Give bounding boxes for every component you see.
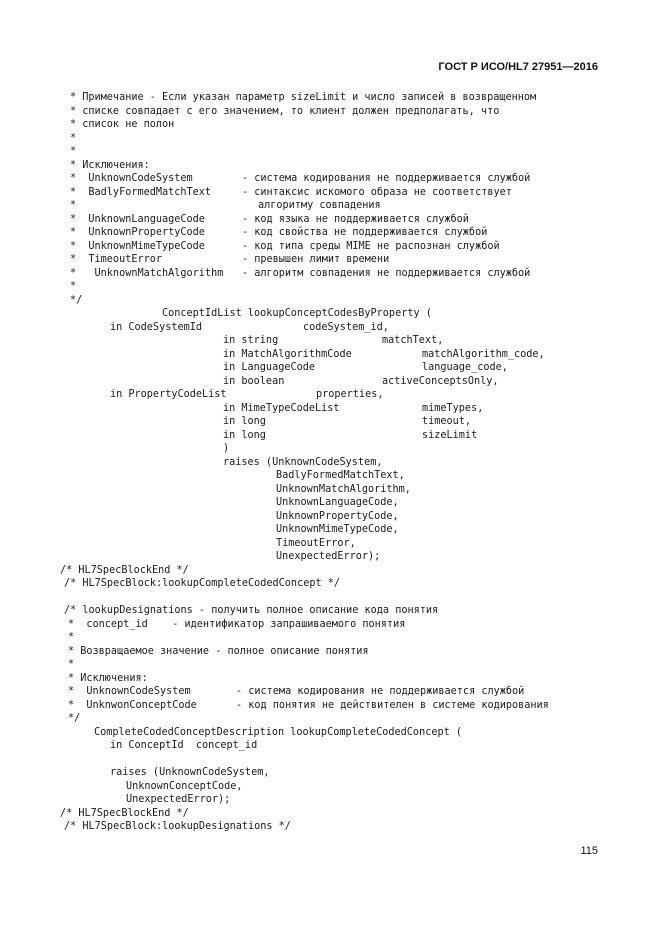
code-line <box>60 726 605 740</box>
code-text: in PropertyCodeList <box>110 389 227 400</box>
code-line <box>60 172 605 186</box>
page-number: 115 <box>580 845 598 857</box>
code-line <box>60 334 605 348</box>
code-line <box>60 766 605 780</box>
code-line <box>60 550 605 564</box>
code-line <box>60 118 605 132</box>
code-line <box>60 604 605 618</box>
code-line <box>60 415 605 429</box>
code-text: * <box>70 146 77 157</box>
code-line <box>60 348 605 362</box>
code-line <box>60 645 605 659</box>
code-text: properties, <box>316 389 384 400</box>
code-text: * списке совпадает с его значением, то клиент должен предполагать, что <box>70 105 500 117</box>
code-text: ConceptIdList lookupConceptCodesByProperty ( <box>162 308 432 319</box>
code-line <box>60 456 605 470</box>
code-line <box>60 253 605 267</box>
code-text: */ <box>68 713 81 724</box>
code-text: UnknownPropertyCode, <box>276 510 399 522</box>
code-text: * UnknownPropertyCode <box>70 227 205 238</box>
code-text: /* HL7SpecBlock:lookupDesignations */ <box>64 821 291 832</box>
code-text: - код типа среды MIME не распознан службой <box>242 240 500 252</box>
code-line <box>60 105 605 119</box>
code-line <box>60 523 605 537</box>
code-text: * UnknwonConceptCode <box>68 699 197 711</box>
code-line <box>60 388 605 402</box>
code-text: * список не полон <box>70 119 175 130</box>
code-text: UnknownMimeTypeCode, <box>276 524 399 535</box>
code-line <box>60 753 605 767</box>
code-line <box>60 321 605 335</box>
code-text: * UnknownMimeTypeCode <box>70 240 205 252</box>
code-text: * UnknownLanguageCode <box>70 213 205 225</box>
code-text: activeConceptsOnly, <box>382 375 499 387</box>
code-text: * <box>70 132 77 144</box>
code-text: in ConceptId concept_id <box>110 740 258 751</box>
code-text: * UnknownCodeSystem <box>68 686 191 697</box>
code-text: BadlyFormedMatchText, <box>276 470 405 481</box>
code-line <box>60 375 605 389</box>
code-listing <box>60 91 605 834</box>
code-line <box>60 402 605 416</box>
code-text: * <box>68 632 75 643</box>
code-line <box>60 483 605 497</box>
code-text: CompleteCodedConceptDescription lookupCompleteCodedConcept ( <box>94 726 463 738</box>
code-text: - система кодирования не поддерживается службой <box>242 173 531 184</box>
code-line <box>60 658 605 672</box>
code-line <box>60 793 605 807</box>
code-line <box>60 496 605 510</box>
code-line <box>60 91 605 105</box>
code-line <box>60 699 605 713</box>
code-text: /* HL7SpecBlock:lookupCompleteCodedConcept */ <box>64 578 341 589</box>
code-line <box>60 685 605 699</box>
code-line <box>60 226 605 240</box>
code-text: language_code, <box>422 362 508 373</box>
code-text: - система кодирования не поддерживается службой <box>236 686 525 697</box>
code-line <box>60 618 605 632</box>
code-text: sizeLimit <box>422 429 478 441</box>
code-text: in string <box>223 335 279 346</box>
code-text: * <box>70 281 77 292</box>
code-line <box>60 537 605 551</box>
code-text: raises (UnknownCodeSystem, <box>110 767 270 778</box>
code-line <box>60 267 605 281</box>
code-line <box>60 807 605 821</box>
code-text: in MatchAlgorithmCode <box>223 348 352 360</box>
code-text: /* HL7SpecBlockEnd */ <box>60 807 189 819</box>
code-text: in LanguageCode <box>223 362 316 373</box>
code-text: - превышен лимит времени <box>242 254 390 265</box>
code-text: - код языка не поддерживается службой <box>242 213 469 225</box>
code-text: timeout, <box>422 416 472 427</box>
code-line <box>60 361 605 375</box>
code-text: - код понятия не действителен в системе кодирования <box>236 699 549 711</box>
code-text: /* lookupDesignations - получить полное описание кода понятия <box>64 605 439 616</box>
code-line <box>60 672 605 686</box>
code-text: raises (UnknownCodeSystem, <box>223 456 383 468</box>
code-line <box>60 631 605 645</box>
code-text: mimeTypes, <box>422 402 484 414</box>
code-line <box>60 429 605 443</box>
code-text: - синтаксис искомого образа не соответствует <box>242 186 512 198</box>
code-line <box>60 280 605 294</box>
code-line <box>60 145 605 159</box>
code-line <box>60 591 605 605</box>
code-text: codeSystem_id, <box>303 321 389 333</box>
code-text: UnknownLanguageCode, <box>276 497 399 508</box>
code-text: - код свойства не поддерживается службой <box>242 227 488 238</box>
code-line <box>60 820 605 834</box>
code-line <box>60 199 605 213</box>
code-line <box>60 442 605 456</box>
code-line <box>60 469 605 483</box>
code-text: */ <box>70 294 83 306</box>
code-text: in MimeTypeCodeList <box>223 402 340 414</box>
document-header: ГОСТ Р ИСО/HL7 27951—2016 <box>438 61 598 73</box>
code-line <box>60 186 605 200</box>
code-text: * Исключения: <box>70 159 150 171</box>
code-text: UnknownMatchAlgorithm, <box>276 483 411 495</box>
code-text: UnexpectedError); <box>126 794 231 805</box>
code-text: алгоритму совпадения <box>258 200 381 211</box>
code-text: * <box>70 200 77 211</box>
code-line <box>60 159 605 173</box>
code-text: * UnknownCodeSystem <box>70 173 193 184</box>
code-text: UnexpectedError); <box>276 551 381 562</box>
code-text: UnknownConceptCode, <box>126 780 243 792</box>
code-text: in CodeSystemId <box>110 321 203 333</box>
code-line <box>60 712 605 726</box>
code-text: * UnknownMatchAlgorithm <box>70 267 224 279</box>
code-line <box>60 294 605 308</box>
code-text: in long <box>223 429 266 441</box>
code-line <box>60 307 605 321</box>
code-line <box>60 577 605 591</box>
code-text: - алгоритм совпадения не поддерживается службой <box>242 267 531 279</box>
code-text: matchText, <box>382 335 444 346</box>
code-line <box>60 564 605 578</box>
code-line <box>60 780 605 794</box>
code-text: in long <box>223 416 266 427</box>
code-text: * concept_id - идентификатор запрашиваемого понятия <box>68 618 406 630</box>
code-text: * TimeoutError <box>70 254 163 265</box>
code-text: TimeoutError, <box>276 537 356 549</box>
code-line <box>60 510 605 524</box>
code-text: matchAlgorithm_code, <box>422 348 545 360</box>
code-text: * Исключения: <box>68 672 148 684</box>
code-text: ) <box>223 443 230 454</box>
code-line <box>60 739 605 753</box>
code-text: /* HL7SpecBlockEnd */ <box>60 564 189 576</box>
code-line <box>60 132 605 146</box>
code-text: * BadlyFormedMatchText <box>70 186 212 198</box>
code-text: in boolean <box>223 375 285 387</box>
code-line <box>60 240 605 254</box>
code-text: * Примечание - Если указан параметр sizeLimit и число записей в возвращенном <box>70 92 537 103</box>
code-text: * Возвращаемое значение - полное описание понятия <box>68 645 369 657</box>
code-line <box>60 213 605 227</box>
code-text: * <box>68 659 75 670</box>
